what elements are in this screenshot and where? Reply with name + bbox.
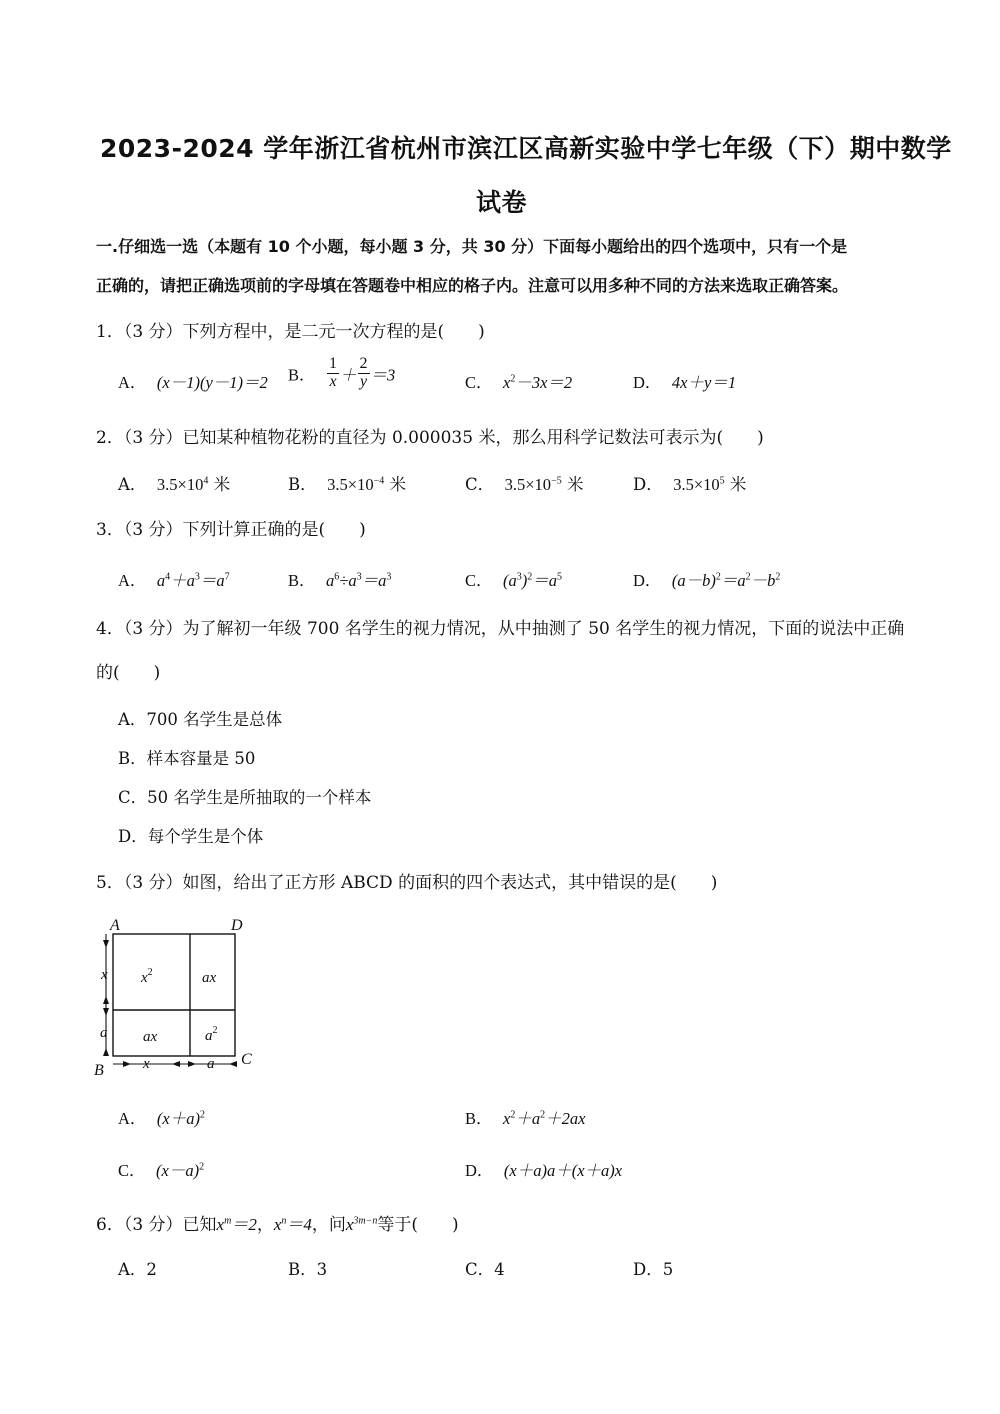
q1-option-d: D． 4x＋y＝1 bbox=[633, 373, 737, 392]
bottom-label-x: x bbox=[143, 1056, 150, 1072]
question-3-stem: 3．（3 分）下列计算正确的是( ) bbox=[96, 520, 366, 540]
section-instructions-line2: 正确的，请把正确选项前的字母填在答题卷中相应的格子内。注意可以用多种不同的方法来选取正确答案。 bbox=[96, 276, 849, 295]
section-instructions-line1: 一.仔细选一选（本题有 10 个小题，每小题 3 分，共 30 分）下面每小题给出的四个选项中，只有一个是 bbox=[96, 237, 848, 256]
q1-option-c: C． $x^2-3x=2$ bbox=[465, 373, 573, 392]
q6-option-c: C．4 bbox=[465, 1260, 505, 1279]
q4-option-d: D．每个学生是个体 bbox=[118, 827, 264, 846]
vertex-label-b: B bbox=[94, 1062, 104, 1079]
side-label-x: x bbox=[101, 967, 108, 983]
vertex-label-a: A bbox=[110, 917, 120, 934]
q6-option-b: B．3 bbox=[288, 1260, 328, 1279]
question-4-stem-line2: 的( ) bbox=[96, 663, 161, 683]
q6-option-d: D．5 bbox=[633, 1260, 674, 1279]
question-1-stem: 1．（3 分）下列方程中，是二元一次方程的是( ) bbox=[96, 322, 485, 342]
q4-option-a: A．700 名学生是总体 bbox=[118, 710, 283, 729]
question-6-stem: 6．（3 分）已知$x^m=2$，$x^n=4$，问$x^{3m-n}$等于( ) bbox=[96, 1215, 459, 1235]
q2-option-a: A． $3.5\times 10^4$ 米 bbox=[118, 475, 231, 494]
square-abcd-figure bbox=[88, 912, 268, 1082]
q3-option-a: A． $a^4+a^3=a^7$ bbox=[118, 571, 230, 590]
vertex-label-d: D bbox=[231, 917, 243, 934]
region-x-squared: $x^2$ bbox=[141, 967, 153, 986]
q1-option-a: A． (x－1)(y－1)＝2 bbox=[118, 373, 268, 392]
question-4-stem-line1: 4．（3 分）为了解初一年级 700 名学生的视力情况，从中抽测了 50 名学生的视力情况，下面的说法中正确 bbox=[96, 619, 905, 639]
q5-option-a: A． $(x+a)^2$ bbox=[118, 1109, 205, 1128]
question-2-stem: 2．（3 分）已知某种植物花粉的直径为 0.000035 米，那么用科学记数法可表示为( ) bbox=[96, 428, 764, 448]
q2-option-b: B． $3.5\times 10^{-4}$ 米 bbox=[288, 475, 406, 494]
vertex-label-c: C bbox=[241, 1051, 252, 1068]
q4-option-b: B．样本容量是 50 bbox=[118, 749, 256, 768]
q3-option-c: C． $(a^3)^2=a^5$ bbox=[465, 571, 563, 590]
region-ax-top: ax bbox=[202, 970, 217, 986]
page-title-line1: 2023-2024 学年浙江省杭州市滨江区高新实验中学七年级（下）期中数学 bbox=[100, 134, 952, 163]
q6-option-a: A．2 bbox=[118, 1260, 157, 1279]
q1-option-b: B． $\frac{1}{x}$ ＋ $\frac{2}{y}$ ＝3 bbox=[288, 355, 396, 390]
bottom-label-a: a bbox=[207, 1056, 215, 1072]
q2-option-d: D． $3.5\times 10^5$ 米 bbox=[633, 475, 747, 494]
question-5-stem: 5．（3 分）如图，给出了正方形 ABCD 的面积的四个表达式，其中错误的是( ) bbox=[96, 873, 718, 893]
page-title-line2: 试卷 bbox=[476, 188, 528, 217]
q3-option-b: B． $a^6\div a^3=a^3$ bbox=[288, 571, 392, 590]
q5-option-c: C． $(x-a)^2$ bbox=[118, 1161, 205, 1180]
square-outline bbox=[113, 934, 235, 1056]
q2-option-c: C． $3.5\times 10^{-5}$ 米 bbox=[465, 475, 584, 494]
q3-option-d: D． $(a-b)^2=a^2-b^2$ bbox=[633, 571, 781, 590]
q5-option-d: D． (x＋a)a＋(x＋a)x bbox=[465, 1161, 623, 1180]
region-ax-bottom: ax bbox=[143, 1029, 158, 1045]
side-label-a: a bbox=[100, 1025, 108, 1041]
q4-option-c: C．50 名学生是所抽取的一个样本 bbox=[118, 788, 372, 807]
region-a-squared: $a^2$ bbox=[205, 1025, 218, 1044]
q5-option-b: B． $x^2+a^2+2ax$ bbox=[465, 1109, 586, 1128]
